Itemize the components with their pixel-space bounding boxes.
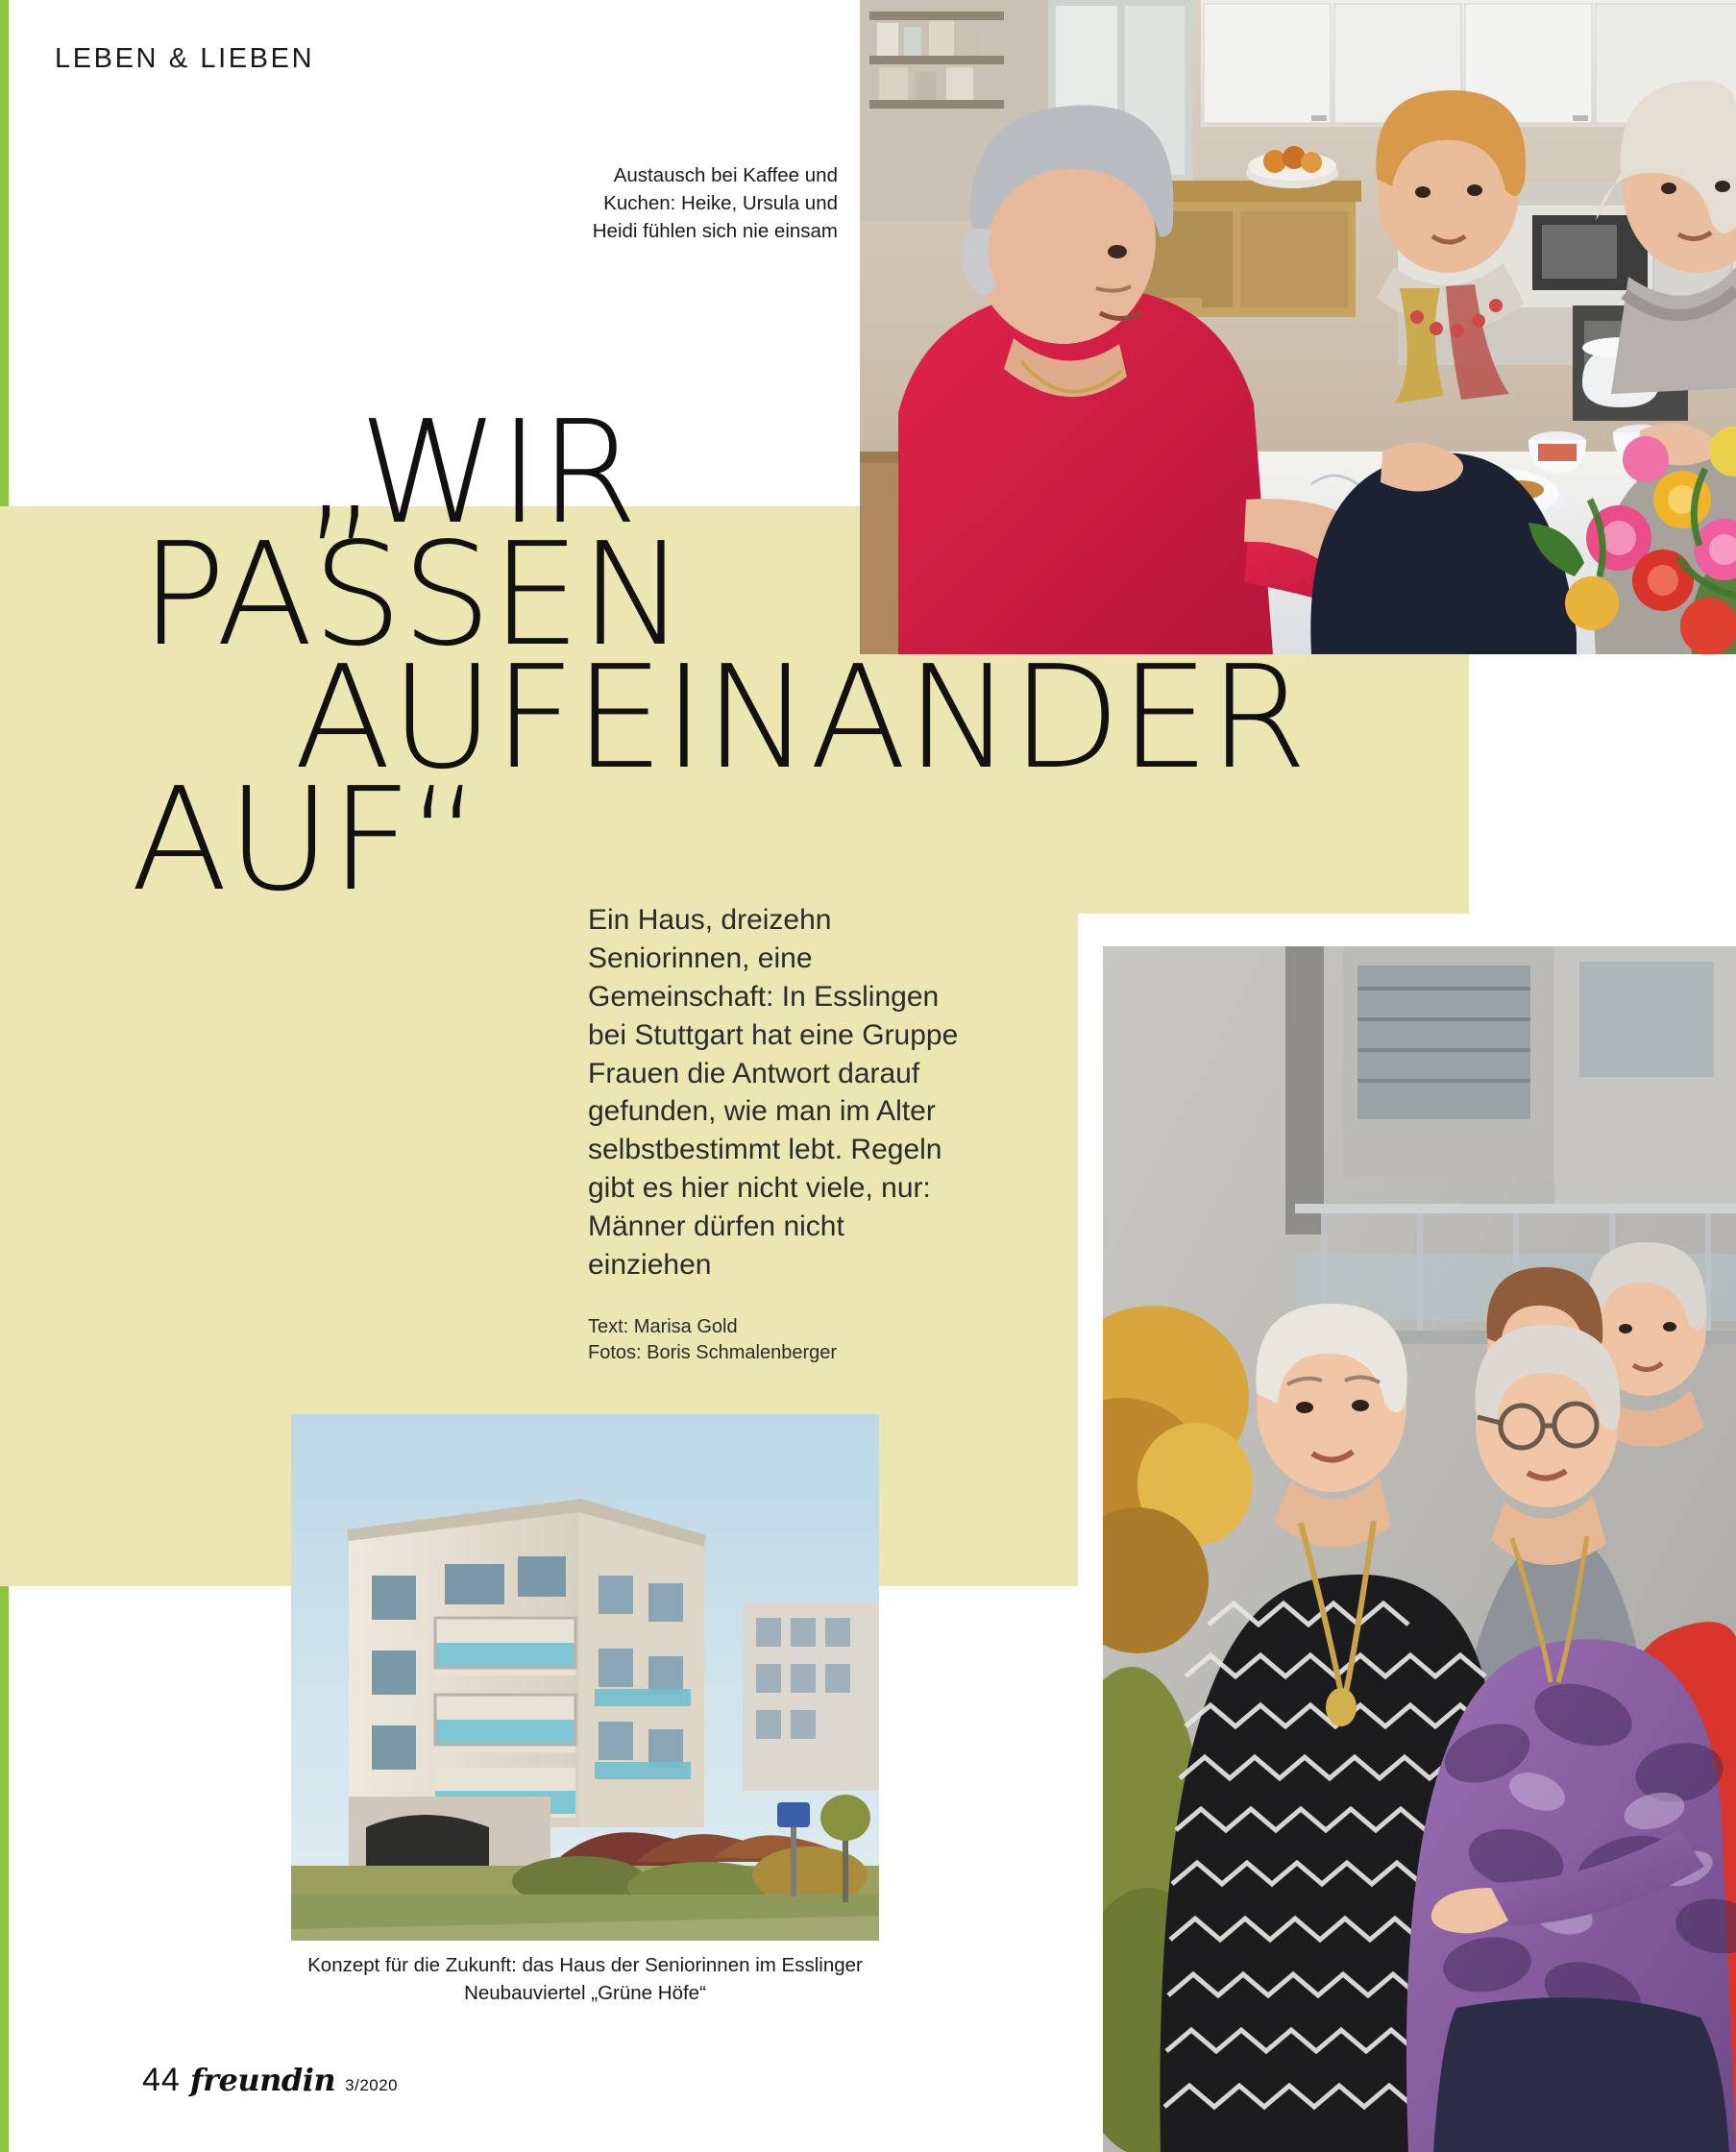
credit-text: Text: Marisa Gold (588, 1316, 738, 1337)
photo-group-portrait (1103, 946, 1736, 2152)
headline-line-4: AUF“ (131, 756, 481, 922)
headline-line-2: PASSEN (140, 512, 686, 678)
folio-issue: 3/2020 (345, 2076, 399, 2094)
magazine-logo: freundin (189, 2062, 336, 2098)
page-folio (142, 2062, 398, 2099)
article-standfirst: Ein Haus, dreizehn Seniorinnen, eine Gemeinschaft: In Esslingen bei Stuttgart hat eine Gruppe Frauen die Antwort darauf gefunden, wie man im Alter selbstbestimmt lebt. Regeln gibt es hier nicht viele, nur: Männer dürfen nicht einziehen (588, 904, 959, 1282)
section-kicker: LEBEN & LIEBEN (55, 43, 315, 74)
credit-photos: Fotos: Boris Schmalenberger (588, 1342, 838, 1363)
headline-line-3: AUFEINANDER (294, 634, 1307, 800)
folio-page-number: 44 (142, 2062, 181, 2098)
headline-line-1: „WIR (304, 390, 638, 556)
caption-building-photo: Konzept für die Zukunft: das Haus der Seniorinnen im Esslinger Neubauviertel „Grüne Höfe“ (307, 1954, 863, 2004)
page-headline (131, 390, 1706, 922)
photo-building (291, 1414, 879, 1941)
article-credits (588, 1314, 991, 1366)
caption-top-photo: Austausch bei Kaffee und Kuchen: Heike, Ursula und Heidi fühlen sich nie einsam (592, 164, 838, 243)
